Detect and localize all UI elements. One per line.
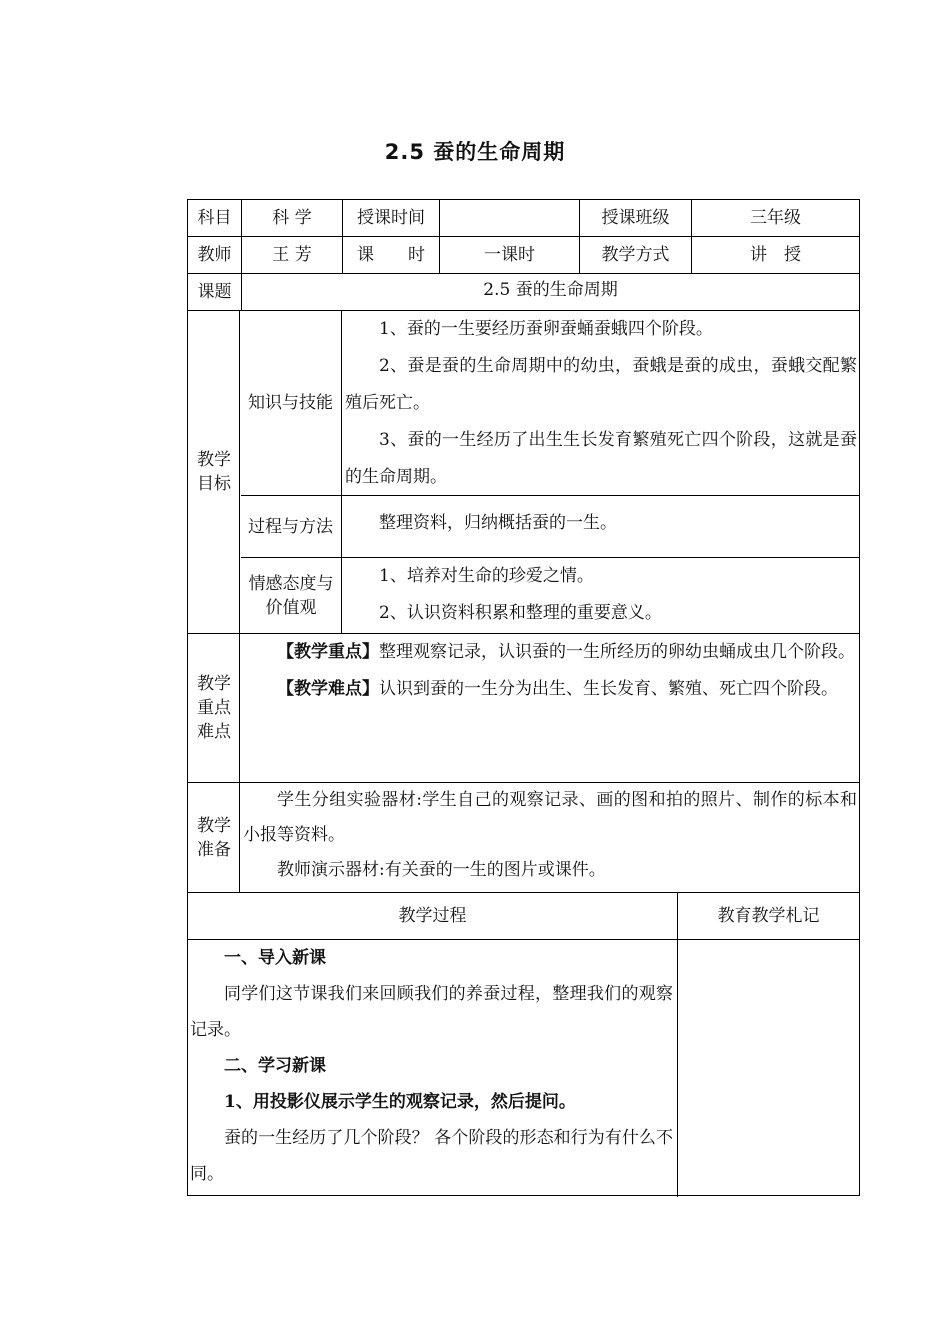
class-time-value [440,200,579,236]
difficulty-text: 认识到蚕的一生分为出生、生长发育、繁殖、死亡四个阶段。 [379,679,838,699]
lesson-plan-table [187,199,860,1196]
step1-text: 蚕的一生经历了几个阶段？ 各个阶段的形态和行为有什么不同。 [190,1128,673,1184]
topic-value: 2.5 蚕的生命周期 [483,280,618,300]
teaching-process-header: 教学过程 [398,906,467,926]
class-grade-value: 三年级 [750,208,801,228]
teacher-label: 教师 [197,245,232,265]
step1-heading: 1、用投影仪展示学生的观察记录，然后提问。 [224,1092,576,1112]
objectives-label: 教学目标 [197,450,231,494]
process-methods-content [343,505,859,542]
emotion-item: 2、认识资料积累和整理的重要意义。 [379,603,662,623]
knowledge-skills-content [343,311,859,496]
teaching-process-content [188,940,677,1192]
emotion-values-label: 情感态度与价值观 [248,573,334,618]
knowledge-item: 2、蚕是蚕的生命周期中的幼虫，蚕蛾是蚕的成虫，蚕蛾交配繁殖后死亡。 [345,356,857,413]
focus-paragraph [243,634,857,671]
preparation-content [241,783,859,888]
teaching-notes-cell [678,940,859,1196]
teaching-method-label: 教学方式 [601,245,670,265]
knowledge-item: 1、蚕的一生要经历蚕卵蚕蛹蚕蛾四个阶段。 [379,319,713,339]
periods-label: 课 时 [357,245,425,265]
process-item: 整理资料，归纳概括蚕的一生。 [379,513,617,533]
page-title: 2.5 蚕的生命周期 [384,140,566,164]
process-methods-label: 过程与方法 [248,516,333,537]
student-materials: 学生分组实验器材:学生自己的观察记录、画的图和拍的照片、制作的标本和小报等资料。 [243,790,857,845]
teacher-materials: 教师演示器材:有关蚕的一生的图片或课件。 [277,860,606,880]
key-points-content [241,634,859,708]
key-points-label: 教学重点难点 [197,674,231,742]
topic-label: 课题 [197,282,232,302]
emotion-values-content [343,558,859,632]
class-time-label: 授课时间 [357,208,425,228]
knowledge-item: 3、蚕的一生经历了出生生长发育繁殖死亡四个阶段，这就是蚕的生命周期。 [345,430,857,487]
section1-heading: 一、导入新课 [224,948,326,968]
teaching-notes-header: 教育教学札记 [717,906,820,926]
focus-tag: 【教学重点】 [277,642,379,662]
knowledge-skills-label: 知识与技能 [248,393,333,413]
periods-value: 一课时 [484,245,535,265]
teaching-method-value: 讲 授 [750,245,801,265]
emotion-item: 1、培养对生命的珍爱之情。 [379,566,594,586]
preparation-label: 教学准备 [197,815,231,860]
difficulty-tag: 【教学难点】 [277,679,379,699]
subject-value: 科 学 [272,208,312,228]
class-grade-label: 授课班级 [601,208,670,228]
teacher-value: 王 芳 [272,245,312,265]
difficulty-paragraph [243,671,857,708]
section1-text: 同学们这节课我们来回顾我们的养蚕过程，整理我们的观察记录。 [190,984,673,1040]
section2-heading: 二、学习新课 [224,1056,326,1076]
focus-text: 整理观察记录，认识蚕的一生所经历的卵幼虫蛹成虫几个阶段。 [379,642,855,662]
subject-label: 科目 [197,208,232,228]
